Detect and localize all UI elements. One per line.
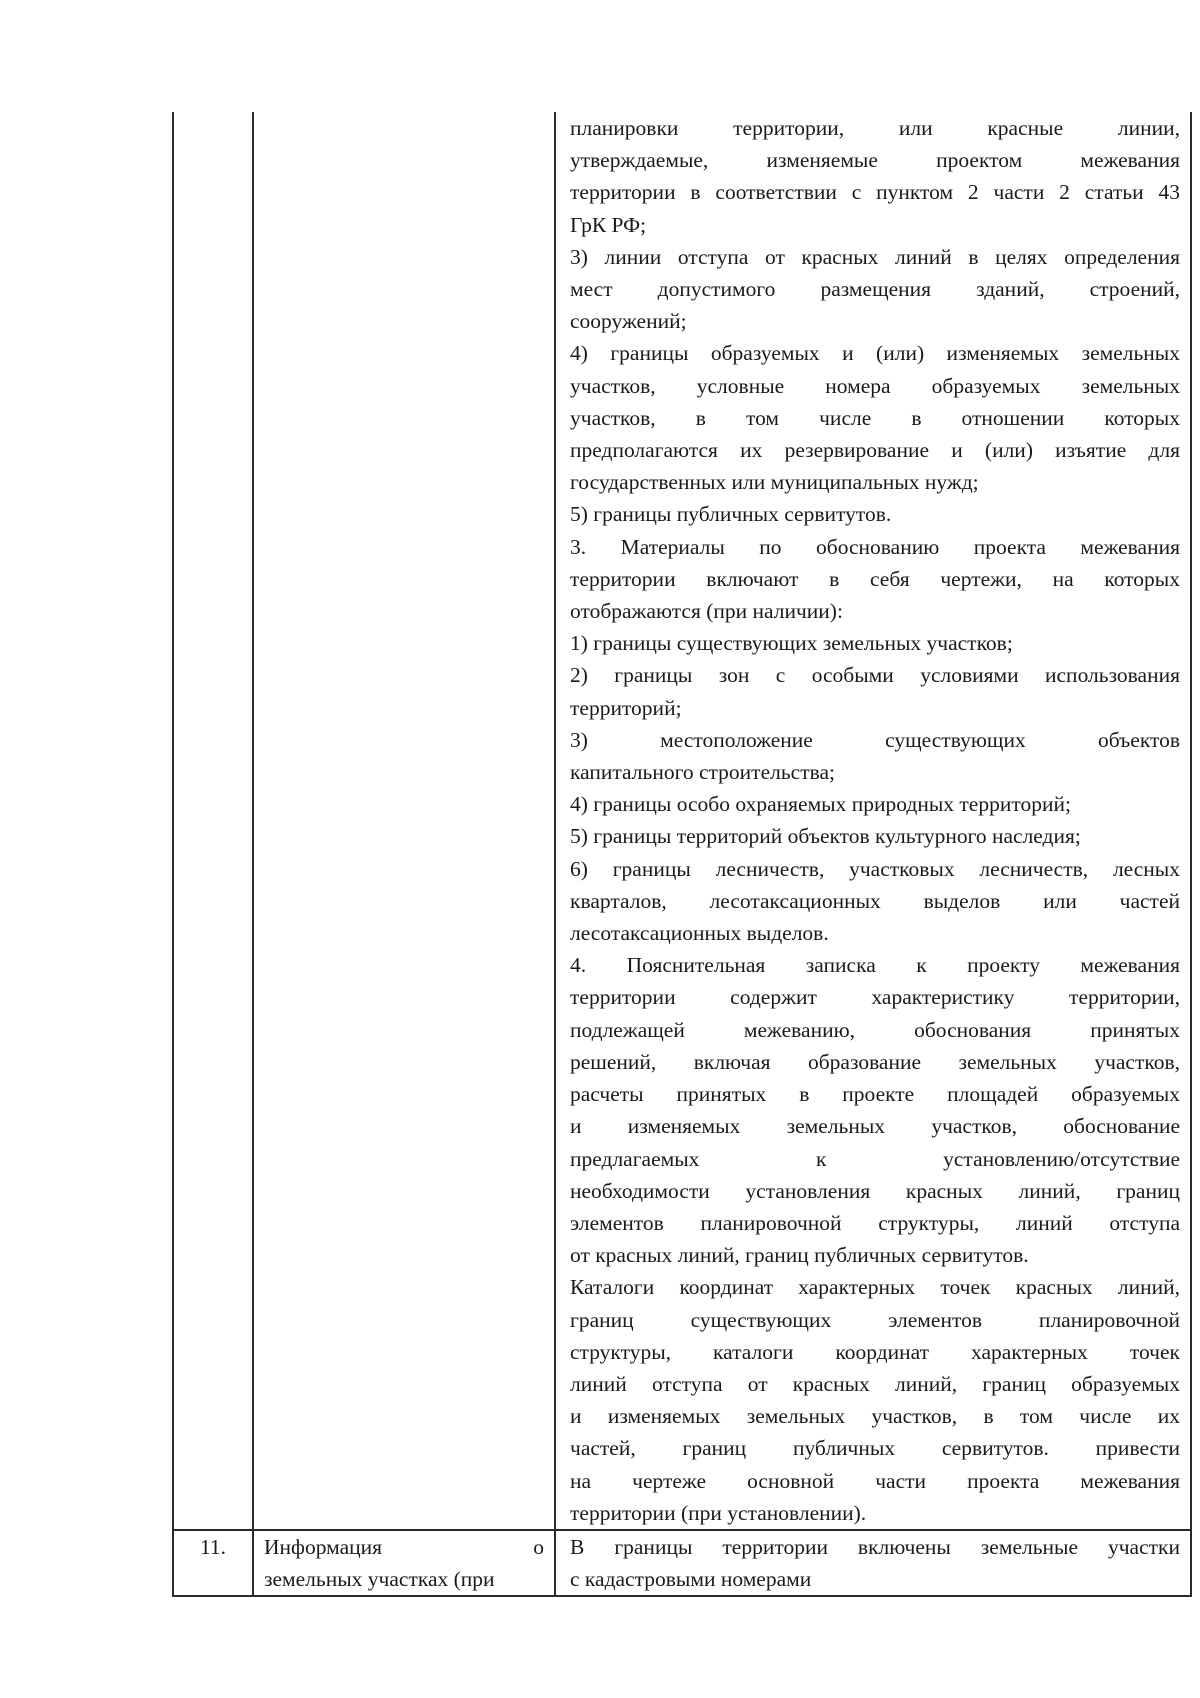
text-line: 2) границы зон с особыми условиями использования (570, 663, 1180, 688)
text-line: подлежащей межеванию, обоснования принятых (570, 1017, 1180, 1042)
text-line: 1) границы существующих земельных участков; (570, 631, 1013, 656)
text-line: и изменяемых земельных участков, в том числе их (570, 1404, 1180, 1429)
text-line: утверждаемые, изменяемые проектом межевания (570, 148, 1180, 173)
text-line: 3. Материалы по обоснованию проекта межевания (570, 534, 1180, 559)
text-line: мест допустимого размещения зданий, строений, (570, 277, 1180, 302)
row-number-cell (173, 112, 253, 1530)
text-line: линий отступа от красных линий, границ образуемых (570, 1371, 1180, 1396)
text-line: частей, границ публичных сервитутов. привести (570, 1436, 1180, 1461)
text-line: планировки территории, или красные линии, (570, 116, 1180, 140)
text-line: территории включают в себя чертежи, на которых (570, 566, 1180, 591)
text-line: ГрК РФ; (570, 212, 647, 237)
row-name-cell (253, 1530, 555, 1596)
table-row (173, 1530, 1191, 1596)
text-line: участков, условные номера образуемых земельных (570, 373, 1180, 398)
text-line: структуры, каталоги координат характерных точек (570, 1339, 1180, 1364)
text-line: 4. Пояснительная записка к проекту межевания (570, 953, 1180, 978)
text-line: В границы территории включены земельные участки (570, 1534, 1180, 1559)
text-line: отображаются (при наличии): (570, 599, 843, 624)
text-line: границ существующих элементов планировочной (570, 1307, 1180, 1332)
text-line: с кадастровыми номерами (570, 1567, 812, 1592)
text-line: государственных или муниципальных нужд; (570, 470, 979, 495)
requirements-table (172, 112, 1192, 1597)
row-name-text (264, 1531, 544, 1595)
description-text (570, 112, 1180, 1529)
text-line: участков, в том числе в отношении которых (570, 405, 1180, 430)
text-line: предполагаются их резервирование и (или) изъятие для (570, 438, 1180, 463)
text-line: 3) линии отступа от красных линий в целях определения (570, 244, 1180, 269)
text-line: Каталоги координат характерных точек красных линий, (570, 1275, 1180, 1300)
text-line: территории содержит характеристику территории, (570, 985, 1180, 1010)
text-line: и изменяемых земельных участков, обоснование (570, 1114, 1180, 1139)
text-line: от красных линий, границ публичных сервитутов. (570, 1243, 1029, 1268)
text-line: на чертеже основной части проекта межевания (570, 1468, 1180, 1493)
table-row (173, 112, 1191, 1530)
text-line: территорий; (570, 695, 682, 720)
text-line: элементов планировочной структуры, линий отступа (570, 1210, 1180, 1235)
text-line: капитального строительства; (570, 760, 835, 785)
text-line: территории в соответствии с пунктом 2 части 2 статьи 43 (570, 180, 1180, 205)
text-line: сооружений; (570, 309, 687, 334)
row-name-cell (253, 112, 555, 1530)
text-line: решений, включая образование земельных участков, (570, 1049, 1180, 1074)
text-line: 6) границы лесничеств, участковых лесничеств, лесных (570, 856, 1180, 881)
row-description-cell (555, 1530, 1191, 1596)
text-line: земельных участках (при (264, 1567, 495, 1592)
text-line: 5) границы публичных сервитутов. (570, 502, 892, 527)
text-line: 4) границы образуемых и (или) изменяемых земельных (570, 341, 1180, 366)
text-line: 5) границы территорий объектов культурного наследия; (570, 824, 1081, 849)
text-line: лесотаксационных выделов. (570, 921, 829, 946)
text-line: предлагаемых к установлению/отсутствие (570, 1146, 1180, 1171)
text-line: необходимости установления красных линий, границ (570, 1178, 1180, 1203)
text-line: 3) местоположение существующих объектов (570, 727, 1180, 752)
text-line: расчеты принятых в проекте площадей образуемых (570, 1082, 1180, 1107)
text-line: кварталов, лесотаксационных выделов или частей (570, 888, 1180, 913)
row-number-cell: 11. (173, 1530, 253, 1596)
description-text (570, 1531, 1180, 1595)
text-line: 4) границы особо охраняемых природных территорий; (570, 792, 1071, 817)
text-line: Информация о (264, 1534, 544, 1559)
row-description-cell (555, 112, 1191, 1530)
text-line: территории (при установлении). (570, 1500, 867, 1525)
